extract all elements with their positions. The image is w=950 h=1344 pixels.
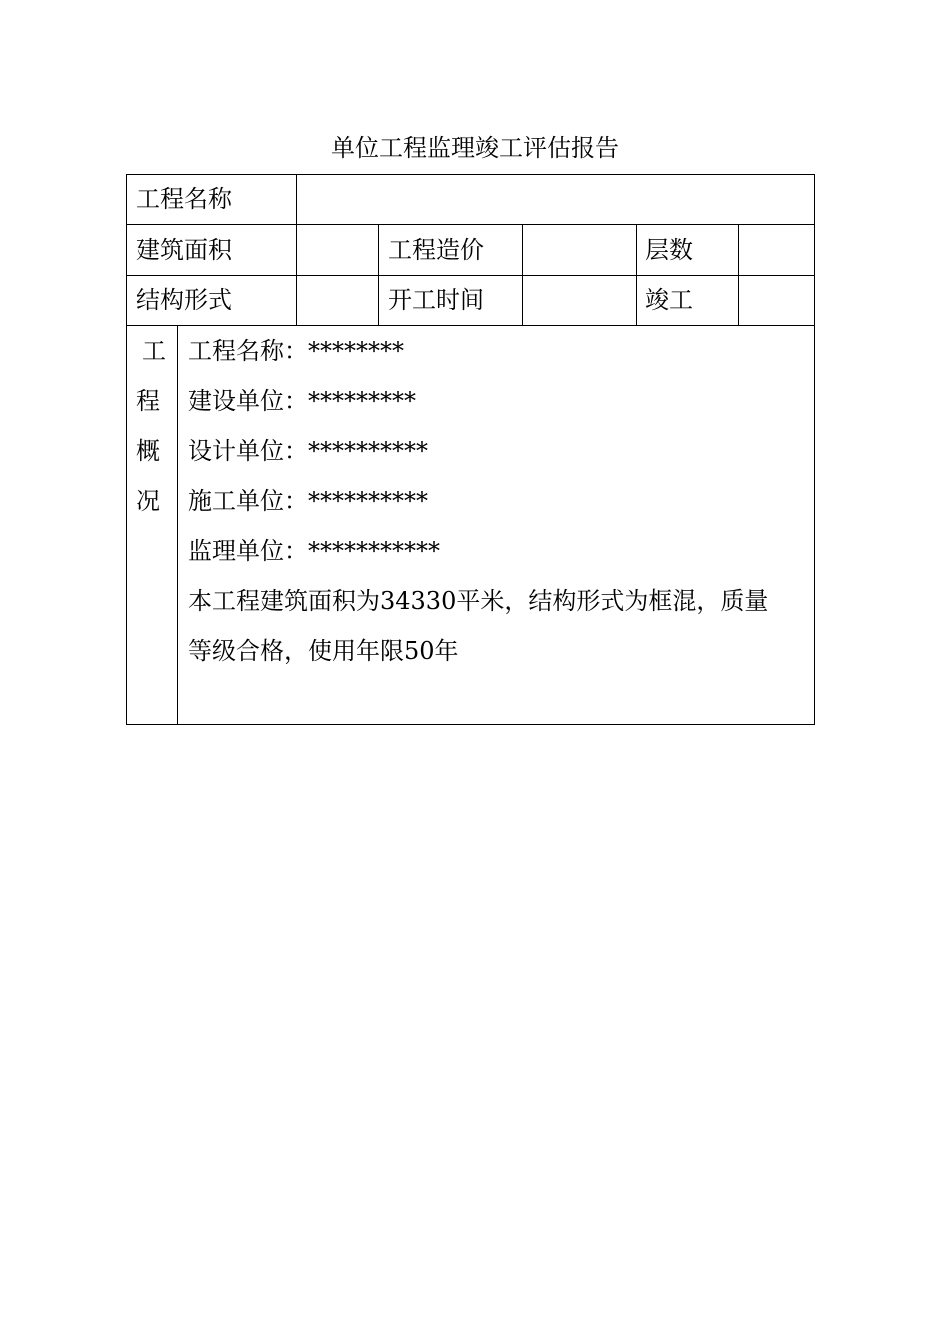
table-border-left xyxy=(126,174,127,725)
table-border-bottom xyxy=(126,724,815,725)
floors-label: 层数 xyxy=(645,236,693,264)
overview-line-summary-cont: 等级合格，使用年限50年 xyxy=(188,637,459,665)
table-border-right xyxy=(814,174,815,725)
building-area-label: 建筑面积 xyxy=(136,236,232,264)
overview-line-supervisor: 监理单位：*********** xyxy=(188,537,440,565)
overview-line-project-name: 工程名称：******** xyxy=(188,337,404,365)
start-time-label: 开工时间 xyxy=(388,286,484,314)
overview-side-char: 工 xyxy=(142,337,166,365)
table-row-divider xyxy=(126,325,815,326)
overview-side-char: 程 xyxy=(136,387,160,415)
overview-line-developer: 建设单位：********* xyxy=(188,387,416,415)
table-col-divider xyxy=(636,224,637,325)
table-row-divider xyxy=(126,224,815,225)
project-cost-label: 工程造价 xyxy=(388,236,484,264)
overview-line-contractor: 施工单位：********** xyxy=(188,487,428,515)
overview-side-char: 况 xyxy=(136,487,160,515)
overview-line-designer: 设计单位：********** xyxy=(188,437,428,465)
structure-type-label: 结构形式 xyxy=(136,286,232,314)
table-col-divider xyxy=(522,224,523,325)
table-col-divider xyxy=(378,224,379,325)
overview-col-divider xyxy=(177,325,178,725)
project-name-label: 工程名称 xyxy=(136,185,232,213)
overview-side-char: 概 xyxy=(136,437,160,465)
table-col-divider xyxy=(738,224,739,325)
document-title: 单位工程监理竣工评估报告 xyxy=(331,134,619,162)
table-row-divider xyxy=(126,275,815,276)
evaluation-table xyxy=(126,174,815,725)
table-col-divider xyxy=(296,174,297,325)
overview-line-summary: 本工程建筑面积为34330平米，结构形式为框混，质量 xyxy=(188,587,769,615)
completion-label: 竣工 xyxy=(645,286,693,314)
table-border-top xyxy=(126,174,815,175)
